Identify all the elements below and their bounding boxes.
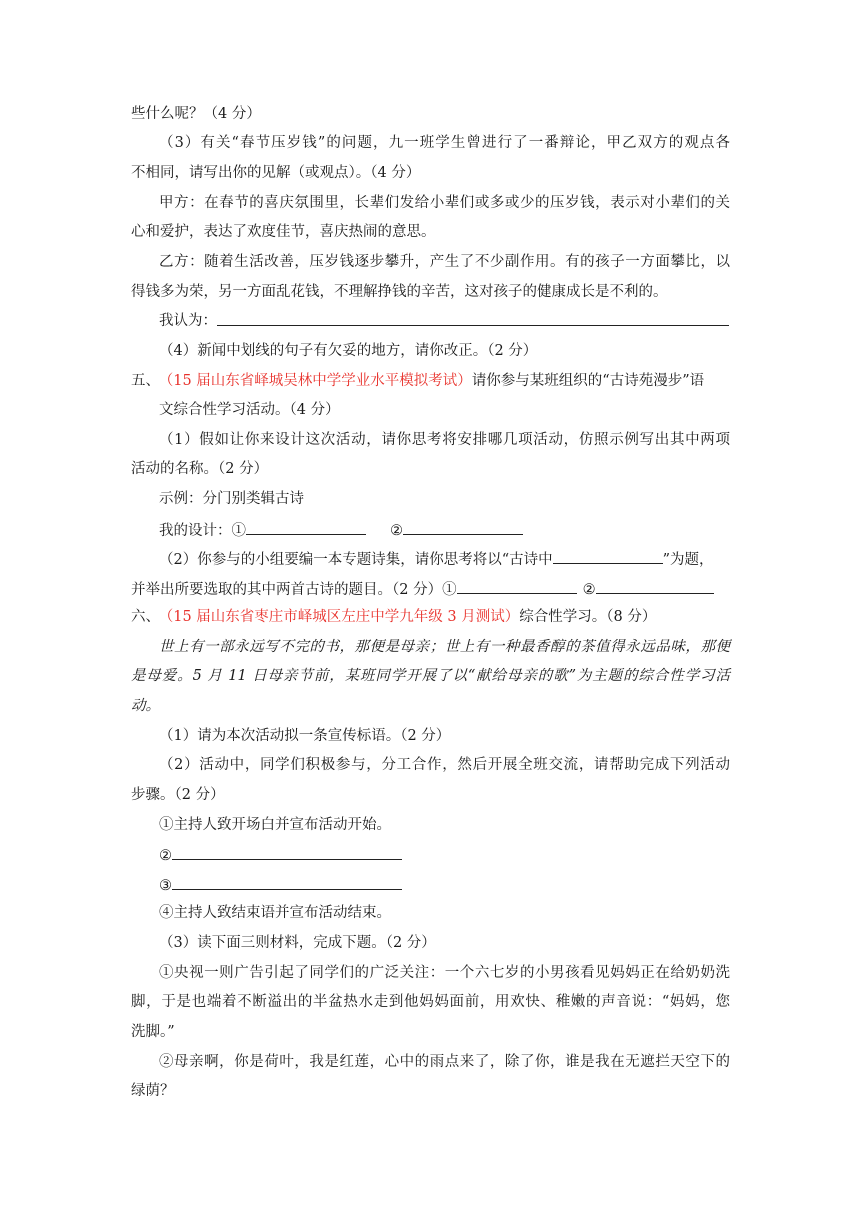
prompt-text: 并举出所要选取的其中两首古诗的题目。（2 分）① bbox=[131, 582, 457, 598]
text-line: 得钱多为荣，另一方面乱花钱，不理解挣钱的辛苦，这对孩子的健康成长是不利的。 bbox=[131, 284, 668, 300]
material-1: ①央视一则广告引起了同学们的广泛关注：一个六七岁的小男孩看见妈妈正在给奶奶洗 bbox=[159, 965, 730, 981]
section-five-heading bbox=[131, 371, 704, 391]
section-six-heading bbox=[131, 607, 656, 627]
question-1-prompt: （1）请为本次活动拟一条宣传标语。（2 分） bbox=[159, 728, 451, 744]
design-blank-2[interactable] bbox=[403, 519, 523, 535]
my-opinion-label: 我认为： bbox=[159, 313, 217, 329]
material-1: 脚，于是也端着不断溢出的半盆热水走到他妈妈面前，用欢快、稚嫩的声音说：“妈妈，您 bbox=[131, 994, 730, 1010]
step-2-blank[interactable] bbox=[172, 844, 402, 860]
text-line: 文综合性学习活动。（4 分） bbox=[159, 402, 340, 418]
question-2-prompt bbox=[159, 548, 714, 570]
circled-2: ② bbox=[582, 582, 596, 598]
section-intro: 请你参与某班组织的“古诗苑漫步”语 bbox=[471, 373, 705, 389]
section-number: 六、 bbox=[131, 609, 160, 625]
intro-passage: 世上有一部永远写不完的书，那便是母亲；世上有一种最香醇的茶值得永远品味，那便 bbox=[159, 639, 730, 655]
text-line: 不相同，请写出你的见解（或观点）。（4 分） bbox=[131, 165, 421, 181]
question-1-prompt: （1）假如让你来设计这次活动，请你思考将安排哪几项活动，仿照示例写出其中两项 bbox=[159, 432, 730, 448]
example-line: 示例：分门别类辑古诗 bbox=[159, 491, 304, 507]
material-2: ②母亲啊，你是荷叶，我是红莲，心中的雨点来了，除了你，谁是我在无遮拦天空下的 bbox=[159, 1054, 730, 1070]
poem-blank-2[interactable] bbox=[596, 578, 714, 594]
text-line: 心和爱护，表达了欢度佳节，喜庆热闹的意思。 bbox=[131, 224, 436, 240]
text-line: 些什么呢？（4 分） bbox=[131, 106, 261, 122]
prompt-text: （2）你参与的小组要编一本专题诗集，请你思考将以“古诗中 bbox=[159, 552, 553, 568]
text-line: 活动的名称。（2 分） bbox=[131, 461, 269, 477]
source-note: （15 届山东省峄城吴林中学学业水平模拟考试） bbox=[166, 373, 472, 389]
source-note: （15 届山东省枣庄市峄城区左庄中学九年级 3 月测试） bbox=[166, 609, 520, 625]
intro-passage: 动。 bbox=[131, 698, 160, 714]
my-opinion-blank[interactable] bbox=[217, 310, 729, 326]
circled-3: ③ bbox=[159, 878, 172, 894]
question-3-prompt: （3）有关“春节压岁钱”的问题，九一班学生曾进行了一番辩论，甲乙双方的观点各 bbox=[159, 135, 730, 151]
circled-2: ② bbox=[159, 848, 172, 864]
material-1: 洗脚。” bbox=[131, 1024, 175, 1040]
poem-blank-1[interactable] bbox=[457, 578, 577, 594]
design-blank-1[interactable] bbox=[246, 519, 366, 535]
side-b-argument: 乙方：随着生活改善，压岁钱逐步攀升，产生了不少副作用。有的孩子一方面攀比，以 bbox=[159, 254, 730, 270]
question-3-prompt: （3）读下面三则材料，完成下题。（2 分） bbox=[159, 935, 436, 951]
section-intro: 综合性学习。（8 分） bbox=[519, 609, 657, 625]
step-2 bbox=[159, 844, 402, 866]
step-3-blank[interactable] bbox=[172, 874, 402, 890]
text-line: 步骤。（2 分） bbox=[131, 787, 225, 803]
question-4-prompt: （4）新闻中划线的句子有欠妥的地方，请你改正。（2 分） bbox=[159, 343, 538, 359]
section-number: 五、 bbox=[131, 373, 160, 389]
intro-passage: 是母爱。5 月 11 日母亲节前，某班同学开展了以“献给母亲的歌”为主题的综合性学习活 bbox=[131, 668, 730, 684]
question-2-prompt: （2）活动中，同学们积极参与，分工合作，然后开展全班交流，请帮助完成下列活动 bbox=[159, 757, 730, 773]
design-label: 我的设计：① bbox=[159, 523, 246, 539]
circled-2: ② bbox=[390, 523, 403, 539]
poem-titles-line bbox=[131, 578, 714, 600]
prompt-text: ”为题， bbox=[662, 552, 714, 568]
material-2: 绿荫？ bbox=[131, 1083, 175, 1099]
side-a-argument: 甲方：在春节的喜庆氛围里，长辈们发给小辈们或多或少的压岁钱，表示对小辈们的关 bbox=[159, 195, 730, 211]
theme-blank[interactable] bbox=[553, 548, 663, 564]
step-1: ①主持人致开场白并宣布活动开始。 bbox=[159, 817, 391, 833]
step-4: ④主持人致结束语并宣布活动结束。 bbox=[159, 905, 391, 921]
my-design-line bbox=[159, 519, 523, 541]
step-3 bbox=[159, 874, 402, 896]
